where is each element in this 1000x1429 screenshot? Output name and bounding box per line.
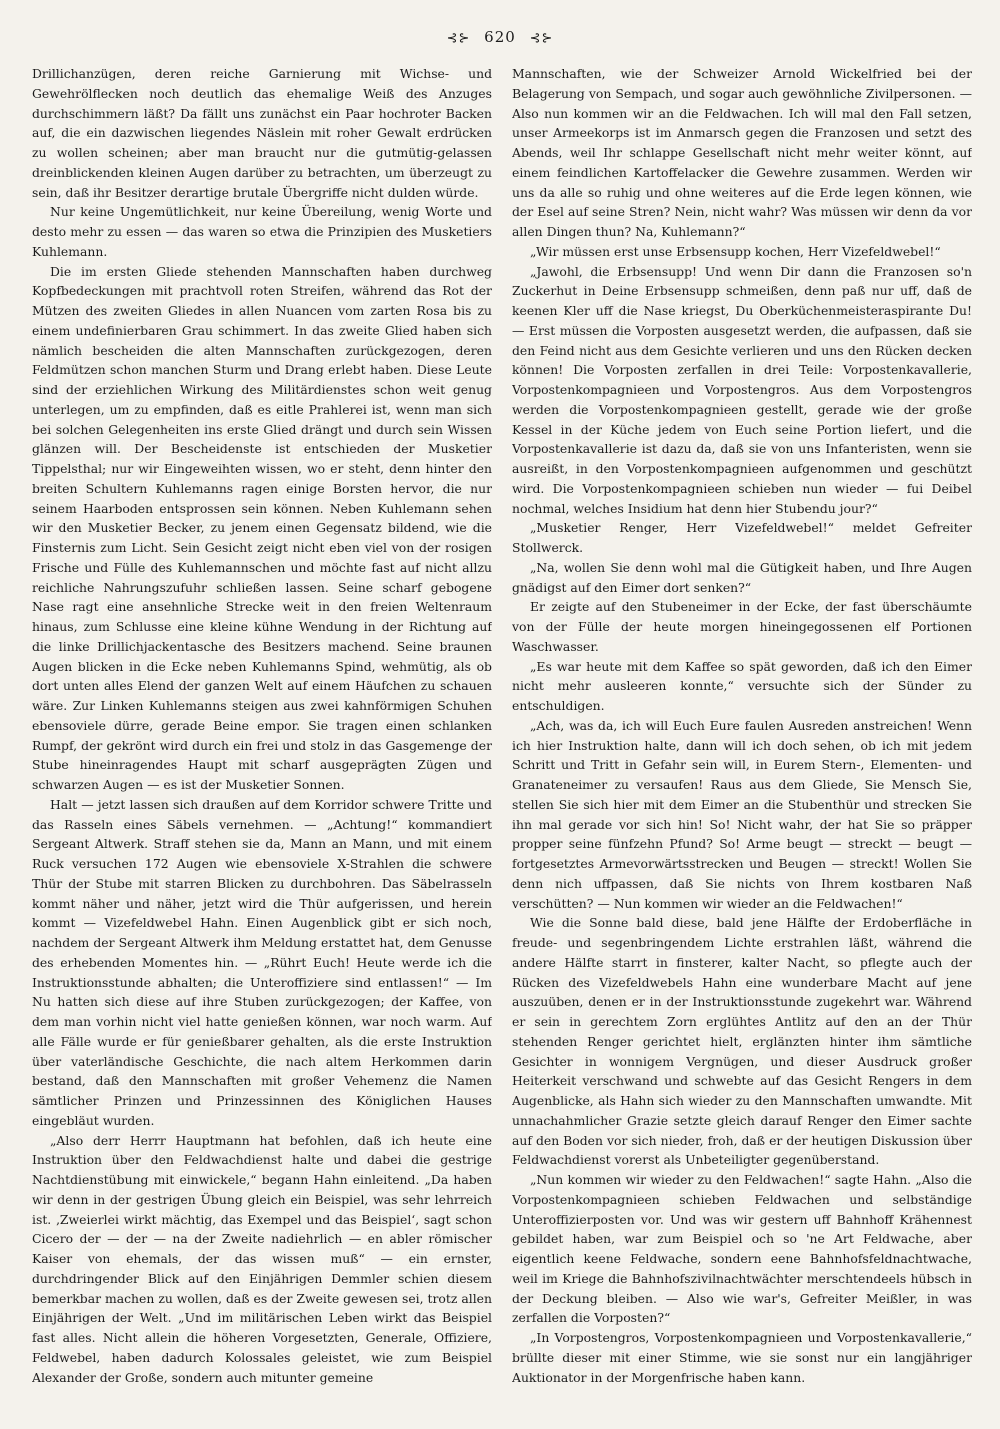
paragraph: „Ach, was da, ich will Euch Eure faulen Ausreden anstreichen! Wenn ich hier Instruktion halte, dann will ich doch sehen, ob ich mit jedem Schritt und Tritt in Gefahr sein will, in Eurem Stern-, Elementen- und Granateneimer zu versaufen! Raus aus dem Gliede, Sie Mensch Sie, stellen Sie sich hier mit dem Eimer an die Stubenthür und strecken Sie ihn mal gerade vor sich hin! So! Nicht wahr, der hat Sie so präpper propper seine fünfzehn Pfund? So! Arme beugt — streckt — beugt — fortgesetztes Armevorwärtsstrecken und Beugen — streckt! Wollen Sie denn nich uffpassen, daß Sie nichts von Ihrem kostbaren Naß verschütten? — Nun kommen wir wieder an die Feldwachen!“ <box>512 717 972 911</box>
paragraph: „Musketier Renger, Herr Vizefeldwebel!“ meldet Gefreiter Stollwerck. <box>512 520 972 555</box>
paragraph: Wie die Sonne bald diese, bald jene Hälfte der Erdoberfläche in freude- und segenbringendem Lichte erstrahlen läßt, während die andere Hälfte starrt in finsterer, kalter Nacht, so pflegte auch der Rücken des Vizefeldwebels Hahn eine wunderbare Macht auf jene auszuüben, denen er in der Instruktionsstunde zugekehrt war. Während er sein in gerechtem Zorn erglühtes Antlitz auf den an der Thür stehenden Renger gerichtet hielt, erglänzten hinter ihm sämtliche Gesichter in wonnigem Vergnügen, und dieser Ausdruck großer Heiterkeit verschwand und schwebte auf das Gesicht Rengers in dem Augenblicke, als Hahn sich wieder zu den Mannschaften umwandte. Mit unnachahmlicher Grazie setzte gleich darauf Renger den Eimer sachte auf den Boden vor sich nieder, froh, daß er der heutigen Diskussion über Feldwachdienst vorerst als Unbeteiligter gegenüberstand. <box>512 915 972 1168</box>
paragraph: „Also derr Herrr Hauptmann hat befohlen, daß ich heute eine Instruktion über den Feldwachdienst halte und dabei die gestrige Nachtdienstübung mit einwickele,“ begann Hahn einleitend. „Da haben wir denn in der gestrigen Übung gleich ein Beispiel, was sehr lehrreich ist. ‚Zweierlei wirkt mächtig, das Exempel und das Beispiel‘, sagt schon Cicero der — der — na der Zweite nadiehrlich — en abler römischer Kaiser von ehemals, der das wissen muß“ — ein ernster, durchdringender Blick auf den Einjährigen Demmler schien diesem bemerkbar machen zu wollen, daß es der Zweite gewesen sei, trotz allen Einjährigen der Welt. „Und im militärischen Leben wirkt das Beispiel fast alles. Nicht allein die höheren Vorgesetzten, Generale, Offiziere, Feldwebel, haben dadurch Kolossales geleistet, wie zum Beispiel Alexander der Große, sondern auch mitunter gemeine <box>32 1132 492 1385</box>
paragraph: „Na, wollen Sie denn wohl mal die Gütigkeit haben, und Ihre Augen gnädigst auf den Eimer dort senken?“ <box>512 559 972 595</box>
paragraph: Die im ersten Gliede stehenden Mannschaften haben durchweg Kopfbedeckungen mit prachtvoll roten Streifen, während das Rot der Mützen des zweiten Gliedes in allen Nuancen vom zarten Rosa bis zu einem undefinierbaren Grau schimmert. In das zweite Glied haben sich nämlich bescheiden die alten Mannschaften zurückgezogen, deren Feldmützen schon manchen Sturm und Drang erlebt haben. Diese Leute sind der erziehlichen Wirkung des Militärdienstes schon weit genug unterlegen, um zu empfinden, daß es eitle Prahlerei ist, wenn man sich bei solchen Gelegenheiten ins erste Glied drängt und durch sein Wissen glänzen will. Der Bescheidenste ist entschieden der Musketier Tippelsthal; nur wir Eingeweihten wissen, wo er steht, denn hinter den breiten Schultern Kuhlemanns ragen einige Borsten hervor, die nur seinem Haarboden entsprossen sein können. Neben Kuhlemann sehen wir den Musketier Becker, zu jenem einen Gegensatz bildend, wie die Finsternis zum Licht. Sein Gesicht zeigt nicht eben viel von der rosigen Frische und Fülle des Kuhlemannschen und möchte fast auf nicht allzu reichliche Nahrungszufuhr schließen lassen. Seine scharf gebogene Nase ragt eine ansehnliche Strecke weit in den freien Weltenraum hinaus, zum Schlusse eine kleine kühne Wendung in der Richtung auf die linke Drillichjackentasche des Besitzers machend. Seine braunen Augen blicken in die Ecke neben Kuhlemanns Spind, wehmütig, als ob dort unten alles Elend der ganzen Welt auf einem Häufchen zu schauen wäre. Zur Linken Kuhlemanns steigen aus zwei kahnförmigen Schuhen ebensoviele dürre, gerade Beine empor. Sie tragen einen schlanken Rumpf, der gekrönt wird durch ein frei und stolz in das Gasgemenge der Stube hineinragendes Haupt mit scharf ausgeprägten Zügen und schwarzen Augen — es ist der Musketier Sonnen. <box>32 263 492 792</box>
paragraph: Drillichanzügen, deren reiche Garnierung mit Wichse- und Gewehrölflecken noch deutlich das ehemalige Weiß des Anzuges durchschimmern läßt? Da fällt uns zunächst ein Paar hochroter Backen auf, die ein dazwischen liegendes Näslein mit roher Gewalt erdrücken zu wollen scheinen; aber man braucht nur die gutmütig-gelassen dreinblickenden kleinen Augen darüber zu betrachten, um überzeugt zu sein, daß ihr Besitzer derartige brutale Übergriffe nicht dulden würde. <box>32 66 492 200</box>
paragraph: „Wir müssen erst unse Erbsensupp kochen, Herr Vizefeldwebel!“ <box>530 243 941 259</box>
paragraph: Mannschaften, wie der Schweizer Arnold Wickelfried bei der Belagerung von Sempach, und sogar auch gewöhnliche Zivilpersonen. — Also nun kommen wir an die Feldwachen. Ich will mal den Fall setzen, unser Armeekorps ist im Anmarsch gegen die Franzosen und setzt des Abends, weil Ihr schlappe Gesellschaft nicht mehr weiter könnt, auf einem feindlichen Kartoffelacker die Gewehre zusammen. Werden wir uns da alle so ruhig und ohne weiteres auf die Erde legen können, wie der Esel auf seine Stren? Nein, nicht wahr? Was müssen wir denn da vor allen Dingen thun? Na, Kuhlemann?“ <box>512 66 972 239</box>
page-header <box>0 28 1000 46</box>
page-number: 620 <box>484 28 516 46</box>
paragraph: „In Vorpostengros, Vorpostenkompagnieen und Vorpostenkavallerie,“ brüllte dieser mit einer Stimme, wie sie sonst nur ein langjähriger Auktionator in der Morgenfrische haben kann. <box>512 1330 972 1385</box>
ornament-left: ⊰⊱ <box>446 31 471 46</box>
paragraph: „Es war heute mit dem Kaffee so spät geworden, daß ich den Eimer nicht mehr ausleeren konnte,“ versuchte sich der Sünder zu entschuldigen. <box>512 658 972 713</box>
text-columns <box>32 64 972 1414</box>
paragraph: Halt — jetzt lassen sich draußen auf dem Korridor schwere Tritte und das Rasseln eines Säbels vernehmen. — „Achtung!“ kommandiert Sergeant Altwerk. Straff stehen sie da, Mann an Mann, und mit einem Ruck versuchen 172 Augen wie ebensoviele X-Strahlen die schwere Thür der Stube mit starren Blicken zu durchbohren. Das Säbelrasseln kommt näher und näher, jetzt wird die Thür aufgerissen, und herein kommt — Vizefeldwebel Hahn. Einen Augenblick gibt er sich noch, nachdem der Sergeant Altwerk ihm Meldung erstattet hat, dem Genusse des erhebenden Momentes hin. — „Rührt Euch! Heute werde ich die Instruktionsstunde abhalten; die Unteroffiziere sind entlassen!“ — Im Nu hatten sich diese auf ihre Stuben zurückgezogen; der Kaffee, von dem man vorhin nicht viel hatte genießen können, war noch warm. Auf alle Fälle wurde er für genießbarer gehalten, als die erste Instruktion über vaterländische Geschichte, die nach altem Herkommen darin bestand, daß den Mannschaften mit großer Vehemenz die Namen sämtlicher Prinzen und Prinzessinnen des Königlichen Hauses eingebläut wurden. <box>32 796 492 1128</box>
right-column <box>512 64 972 1414</box>
left-column <box>32 64 492 1414</box>
paragraph: Nur keine Ungemütlichkeit, nur keine Übereilung, wenig Worte und desto mehr zu essen — das waren so etwa die Prinzipien des Musketiers Kuhlemann. <box>32 204 492 259</box>
ornament-right: ⊰⊱ <box>529 31 554 46</box>
paragraph: Er zeigte auf den Stubeneimer in der Ecke, der fast überschäumte von der Fülle der heute morgen hineingegossenen elf Portionen Waschwasser. <box>512 599 972 654</box>
paragraph: „Jawohl, die Erbsensupp! Und wenn Dir dann die Franzosen so'n Zuckerhut in Deine Erbsensupp schmeißen, denn paß nur uff, daß de keenen Kler uff die Nase kriegst, Du Oberküchenmeisteraspirante Du! — Erst müssen die Vorposten ausgesetzt werden, die aufpassen, daß sie den Feind nicht aus dem Gesichte verlieren und uns den Rücken decken können! Die Vorposten zerfallen in drei Teile: Vorpostenkavallerie, Vorpostenkompagnieen und Vorpostengros. Aus dem Vorpostengros werden die Vorpostenkompagnieen gestellt, gerade wie der große Kessel in der Küche jedem von Euch seine Portion liefert, und die Vorpostenkavallerie ist dazu da, daß sie von uns Infanteristen, wenn sie ausreißt, in den Vorpostenkompagnieen aufgenommen und geschützt wird. Die Vorpostenkompagnieen schieben nun wieder — fui Deibel nochmal, welches Insidium hat denn hier Stubendu jour?“ <box>512 263 972 516</box>
paragraph: „Nun kommen wir wieder zu den Feldwachen!“ sagte Hahn. „Also die Vorpostenkompagnieen schieben Feldwachen und selbständige Unteroffizierposten vor. Und was wir gestern uff Bahnhoff Krähennest gebildet haben, war zum Beispiel och so 'ne Art Feldwache, aber eigentlich keene Feldwache, sondern eene Bahnhofsfeldnachtwache, weil im Kriege die Bahnhofszivilnachtwächter merschtendeels hübsch in der Deckung bleiben. — Also wie war's, Gefreiter Meißler, in was zerfallen die Vorposten?“ <box>512 1172 972 1326</box>
